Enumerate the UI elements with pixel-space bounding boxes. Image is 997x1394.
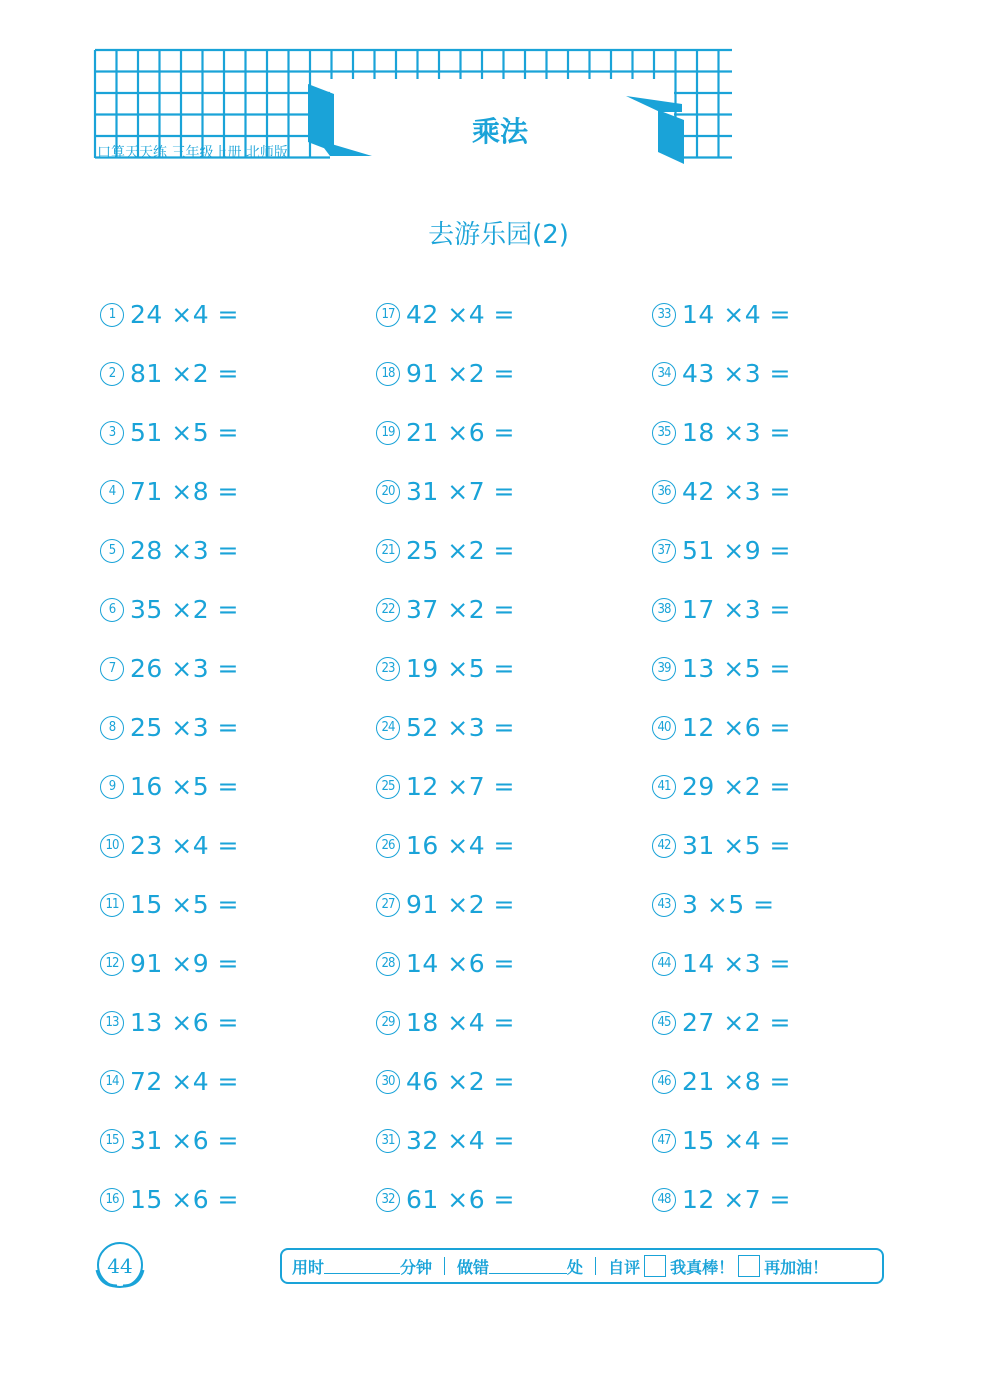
problem-expression: 15 ×5 = (130, 890, 240, 919)
problem-row (376, 344, 652, 403)
problem-expression: 19 ×5 = (406, 654, 516, 683)
problem-number: 25 (376, 775, 400, 799)
problem-expression: 25 ×3 = (130, 713, 240, 742)
problem-number: 24 (376, 716, 400, 740)
problem-number: 4 (100, 480, 124, 504)
problem-expression: 24 ×4 = (130, 300, 240, 329)
problem-row (652, 1170, 928, 1229)
problem-number: 37 (652, 539, 676, 563)
problem-number: 16 (100, 1188, 124, 1212)
problem-expression: 31 ×5 = (682, 831, 792, 860)
problem-number: 27 (376, 893, 400, 917)
problem-expression: 61 ×6 = (406, 1185, 516, 1214)
page-title: 去游乐园(2) (428, 220, 569, 250)
problem-number: 17 (376, 303, 400, 327)
problem-expression: 17 ×3 = (682, 595, 792, 624)
problem-expression: 51 ×5 = (130, 418, 240, 447)
problem-expression: 15 ×4 = (682, 1126, 792, 1155)
problem-expression: 43 ×3 = (682, 359, 792, 388)
problem-row (376, 521, 652, 580)
minutes-label: 分钟 (400, 1257, 433, 1277)
problem-column-3 (652, 285, 928, 1229)
problem-row (376, 816, 652, 875)
problem-expression: 18 ×3 = (682, 418, 792, 447)
problem-column-2 (376, 285, 652, 1229)
problem-row (100, 462, 376, 521)
problem-expression: 71 ×8 = (130, 477, 240, 506)
problem-row (100, 580, 376, 639)
problem-row (652, 757, 928, 816)
problem-expression: 28 ×3 = (130, 536, 240, 565)
problem-number: 47 (652, 1129, 676, 1153)
problem-expression: 25 ×2 = (406, 536, 516, 565)
problem-expression: 81 ×2 = (130, 359, 240, 388)
problem-expression: 35 ×2 = (130, 595, 240, 624)
problem-number: 39 (652, 657, 676, 681)
problem-expression: 27 ×2 = (682, 1008, 792, 1037)
problem-row (376, 403, 652, 462)
problem-row (376, 934, 652, 993)
problem-row (376, 1052, 652, 1111)
great-checkbox[interactable] (644, 1255, 666, 1277)
problem-expression: 31 ×7 = (406, 477, 516, 506)
problem-row (376, 757, 652, 816)
page-number: 44 (107, 1254, 133, 1278)
problem-expression: 91 ×9 = (130, 949, 240, 978)
try-again-checkbox[interactable] (738, 1255, 760, 1277)
problem-expression: 46 ×2 = (406, 1067, 516, 1096)
problem-expression: 23 ×4 = (130, 831, 240, 860)
problem-row (652, 285, 928, 344)
problem-expression: 31 ×6 = (130, 1126, 240, 1155)
self-evaluation-bar (280, 1248, 884, 1284)
problem-expression: 42 ×4 = (406, 300, 516, 329)
problem-number: 20 (376, 480, 400, 504)
problem-row (376, 462, 652, 521)
problem-row (652, 639, 928, 698)
time-label: 用时 (292, 1257, 325, 1277)
problem-row (100, 816, 376, 875)
errors-blank[interactable] (489, 1259, 567, 1274)
problem-row (100, 1052, 376, 1111)
problem-expression: 14 ×3 = (682, 949, 792, 978)
try-again-label: 再加油！ (764, 1257, 829, 1277)
problem-number: 28 (376, 952, 400, 976)
problem-number: 22 (376, 598, 400, 622)
problem-number: 6 (100, 598, 124, 622)
chapter-title: 乘法 (471, 115, 528, 148)
problem-number: 44 (652, 952, 676, 976)
problem-expression: 29 ×2 = (682, 772, 792, 801)
divider (595, 1257, 596, 1275)
problem-row (100, 344, 376, 403)
problem-number: 30 (376, 1070, 400, 1094)
problem-row (652, 875, 928, 934)
problem-number: 3 (100, 421, 124, 445)
problem-number: 9 (100, 775, 124, 799)
problem-expression: 14 ×4 = (682, 300, 792, 329)
problem-row (652, 521, 928, 580)
problem-row (100, 993, 376, 1052)
page-number-badge (91, 1240, 149, 1290)
problem-number: 13 (100, 1011, 124, 1035)
problem-number: 5 (100, 539, 124, 563)
problem-row (376, 285, 652, 344)
problem-number: 33 (652, 303, 676, 327)
problem-number: 10 (100, 834, 124, 858)
problem-row (376, 580, 652, 639)
problem-row (652, 1052, 928, 1111)
time-blank[interactable] (324, 1259, 400, 1274)
problem-row (652, 698, 928, 757)
problem-number: 2 (100, 362, 124, 386)
problem-row (652, 1111, 928, 1170)
problem-row (100, 934, 376, 993)
problem-expression: 13 ×6 = (130, 1008, 240, 1037)
places-label: 处 (567, 1257, 584, 1277)
problem-number: 26 (376, 834, 400, 858)
problem-row (652, 344, 928, 403)
problem-number: 35 (652, 421, 676, 445)
problem-row (100, 521, 376, 580)
problem-row (652, 993, 928, 1052)
problem-number: 43 (652, 893, 676, 917)
problem-expression: 13 ×5 = (682, 654, 792, 683)
problem-expression: 3 ×5 = (682, 890, 775, 919)
problem-row (376, 698, 652, 757)
problem-expression: 16 ×4 = (406, 831, 516, 860)
problem-number: 18 (376, 362, 400, 386)
problem-number: 34 (652, 362, 676, 386)
self-eval-label: 自评 (608, 1257, 641, 1277)
problem-expression: 91 ×2 = (406, 359, 516, 388)
problem-column-1 (100, 285, 376, 1229)
problem-row (100, 403, 376, 462)
problem-row (100, 698, 376, 757)
problem-row (100, 285, 376, 344)
problem-expression: 12 ×7 = (682, 1185, 792, 1214)
problem-number: 42 (652, 834, 676, 858)
problem-row (100, 757, 376, 816)
problem-expression: 52 ×3 = (406, 713, 516, 742)
problem-number: 11 (100, 893, 124, 917)
problem-number: 41 (652, 775, 676, 799)
problem-expression: 16 ×5 = (130, 772, 240, 801)
divider (444, 1257, 445, 1275)
problem-expression: 72 ×4 = (130, 1067, 240, 1096)
problem-number: 14 (100, 1070, 124, 1094)
problem-number: 23 (376, 657, 400, 681)
problem-number: 29 (376, 1011, 400, 1035)
problem-expression: 32 ×4 = (406, 1126, 516, 1155)
problem-expression: 91 ×2 = (406, 890, 516, 919)
problem-number: 21 (376, 539, 400, 563)
problem-expression: 15 ×6 = (130, 1185, 240, 1214)
problem-row (652, 816, 928, 875)
problem-row (376, 993, 652, 1052)
problem-number: 38 (652, 598, 676, 622)
problem-number: 8 (100, 716, 124, 740)
problem-expression: 21 ×6 = (406, 418, 516, 447)
problem-number: 12 (100, 952, 124, 976)
problem-number: 15 (100, 1129, 124, 1153)
problem-expression: 21 ×8 = (682, 1067, 792, 1096)
book-series-label: 口算天天练 三年级上册 北师版 (97, 145, 288, 161)
problem-number: 7 (100, 657, 124, 681)
problem-number: 19 (376, 421, 400, 445)
problem-number: 32 (376, 1188, 400, 1212)
problem-expression: 18 ×4 = (406, 1008, 516, 1037)
problem-expression: 37 ×2 = (406, 595, 516, 624)
problem-number: 48 (652, 1188, 676, 1212)
problem-number: 40 (652, 716, 676, 740)
problem-row (100, 639, 376, 698)
problem-expression: 14 ×6 = (406, 949, 516, 978)
problem-number: 36 (652, 480, 676, 504)
problem-expression: 12 ×7 = (406, 772, 516, 801)
problem-number: 1 (100, 303, 124, 327)
problem-row (100, 1111, 376, 1170)
problem-row (652, 580, 928, 639)
problem-expression: 51 ×9 = (682, 536, 792, 565)
problem-expression: 42 ×3 = (682, 477, 792, 506)
problem-row (376, 875, 652, 934)
problem-expression: 26 ×3 = (130, 654, 240, 683)
problem-row (376, 1170, 652, 1229)
errors-label: 做错 (457, 1257, 490, 1277)
problem-expression: 12 ×6 = (682, 713, 792, 742)
problem-row (100, 875, 376, 934)
problem-row (100, 1170, 376, 1229)
problem-number: 31 (376, 1129, 400, 1153)
problem-row (376, 639, 652, 698)
problem-number: 46 (652, 1070, 676, 1094)
problem-row (652, 934, 928, 993)
problem-row (652, 462, 928, 521)
problem-row (376, 1111, 652, 1170)
problem-row (652, 403, 928, 462)
great-label: 我真棒！ (670, 1257, 735, 1277)
problem-number: 45 (652, 1011, 676, 1035)
